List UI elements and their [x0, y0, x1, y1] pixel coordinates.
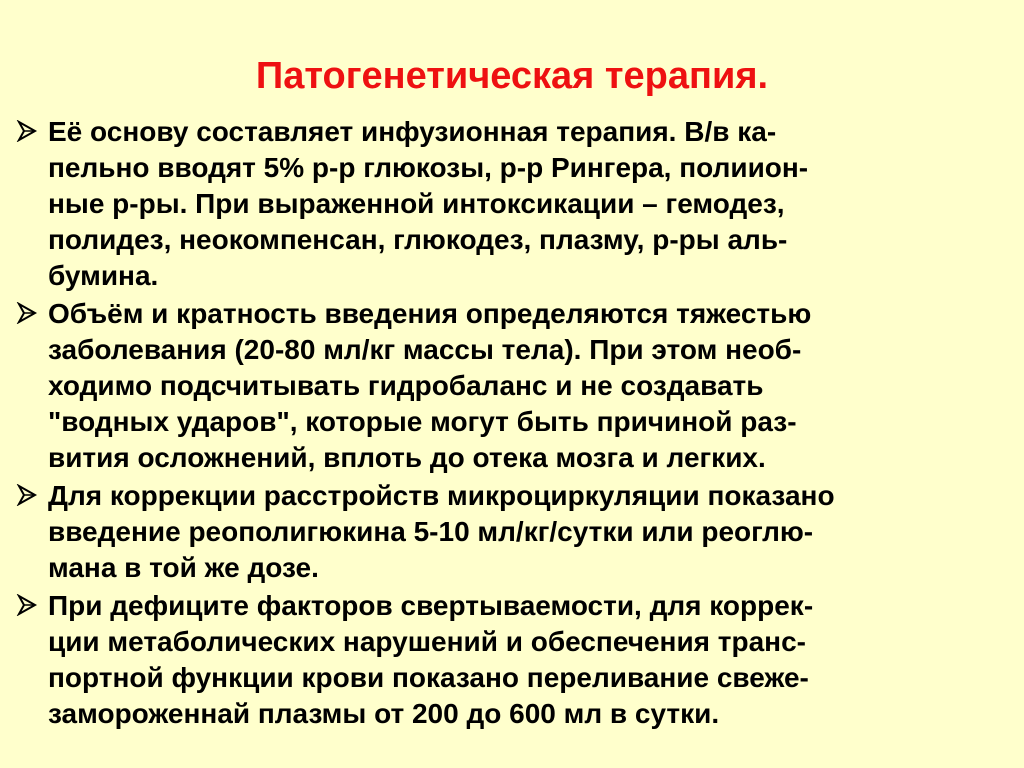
arrowhead-bullet-icon: [16, 594, 38, 616]
bullet-text-line: заболевания (20-80 мл/кг массы тела). При этом необ-: [48, 334, 802, 365]
bullet-text-line: пельно вводят 5% р-р глюкозы, р-р Рингера, полиион-: [48, 152, 809, 183]
bullet-text-line: вития осложнений, вплоть до отека мозга и легких.: [48, 442, 766, 473]
bullet-list: [14, 114, 1004, 734]
bullet-text-line: портной функции крови показано переливание свеже-: [48, 662, 809, 693]
bullet-text-line: мана в той же дозе.: [48, 552, 319, 583]
bullet-text-line: "водных ударов", которые могут быть причиной раз-: [48, 406, 797, 437]
bullet-text-line: Её основу составляет инфузионная терапия. В/в ка-: [48, 116, 777, 147]
bullet-text-line: Для коррекции расстройств микроциркуляции показано: [48, 480, 835, 511]
bullet-text-line: бумина.: [48, 260, 159, 291]
bullet-text-line: введение реополигюкина 5-10 мл/кг/сутки или реоглю-: [48, 516, 814, 547]
bullet-text-line: ные р-ры. При выраженной интоксикации – гемодез,: [48, 188, 785, 219]
bullet-text-line: полидез, неокомпенсан, глюкодез, плазму, р-ры аль-: [48, 224, 788, 255]
arrowhead-bullet-icon: [16, 484, 38, 506]
bullet-item: [14, 296, 1004, 476]
bullet-text-line: Объём и кратность введения определяются тяжестью: [48, 298, 812, 329]
arrowhead-bullet-icon: [16, 302, 38, 324]
bullet-item: [14, 114, 1004, 294]
bullet-text-line: ции метаболических нарушений и обеспечения транс-: [48, 626, 806, 657]
bullet-text-line: ходимо подсчитывать гидробаланс и не создавать: [48, 370, 764, 401]
bullet-text-line: При дефиците факторов свертываемости, для коррек-: [48, 590, 814, 621]
bullet-text-line: замороженнай плазмы от 200 до 600 мл в сутки.: [48, 698, 720, 729]
arrowhead-bullet-icon: [16, 120, 38, 142]
bullet-item: [14, 588, 1004, 732]
bullet-item: [14, 478, 1004, 586]
slide-title: Патогенетическая терапия.: [255, 55, 769, 97]
